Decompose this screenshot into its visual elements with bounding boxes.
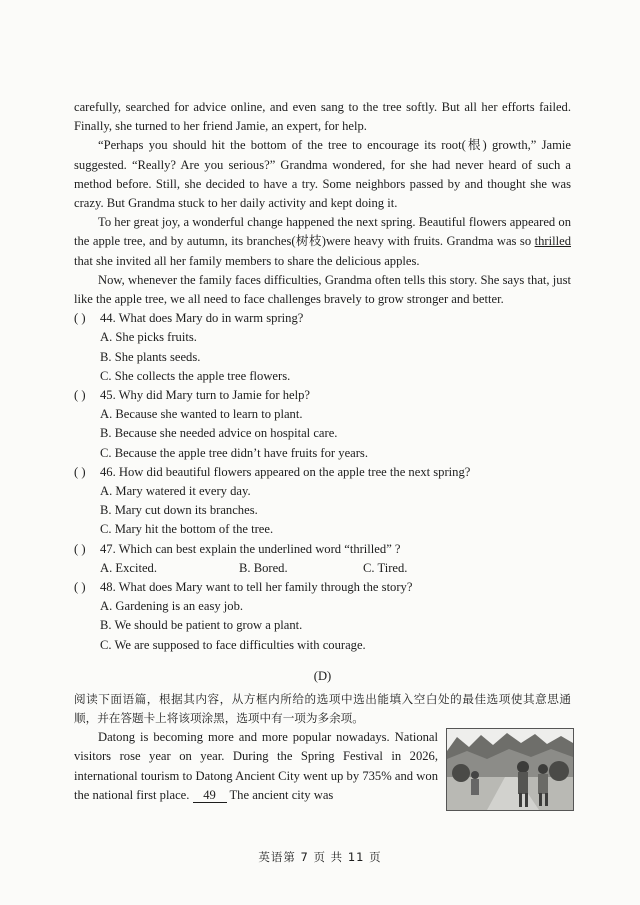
- option-a: A. Gardening is an easy job.: [100, 599, 244, 614]
- options-row: [100, 559, 571, 578]
- option-c: C. We are supposed to face difficulties with courage.: [100, 637, 366, 652]
- answer-bracket[interactable]: ( ): [74, 388, 86, 403]
- story-paragraph-2: “Perhaps you should hit the bottom of the tree to encourage its root(根) growth,” Jamie suggested. “Really? Are you serious?” Grandma wondered, for she had never heard of such a method before. Still, she decided to have a try. Some neighbors passed by and thought she was crazy. But Grandma stuck to her daily activity and kept doing it.: [74, 138, 571, 211]
- underlined-word-thrilled: thrilled: [534, 234, 571, 249]
- question-46: [74, 463, 571, 540]
- paragraph-3-start: To her great joy, a wonderful change happened the next spring. Beautiful flowers appeared on the apple tree, and by autumn, its branches(树枝)were heavy with fruits. Grandma was so: [74, 215, 571, 249]
- exam-page: [74, 98, 571, 805]
- option-a: A. Mary watered it every day.: [100, 484, 251, 499]
- paragraph-3-end: that she invited all her family members to share the delicious apples.: [74, 253, 420, 268]
- question-44: [74, 309, 571, 386]
- story-paragraph-3: [74, 213, 571, 271]
- answer-bracket[interactable]: ( ): [74, 464, 86, 479]
- question-text: 47. Which can best explain the underlined word “thrilled” ?: [100, 541, 401, 556]
- option-b: B. Bored.: [239, 560, 288, 575]
- page-footer: 英语第 7 页 共 11 页: [258, 850, 382, 864]
- option-b: B. Because she needed advice on hospital care.: [100, 426, 338, 441]
- option-a: A. Excited.: [100, 560, 158, 575]
- option-c: C. Mary hit the bottom of the tree.: [100, 522, 274, 537]
- blank-49[interactable]: 49: [193, 788, 227, 803]
- section-d-passage: [74, 728, 571, 805]
- question-45: [74, 386, 571, 463]
- option-b: B. Mary cut down its branches.: [100, 503, 258, 518]
- answer-bracket[interactable]: ( ): [74, 541, 86, 556]
- story-paragraph-1: carefully, searched for advice online, and even sang to the tree softly. But all her efforts failed. Finally, she turned to her friend Jamie, an expert, for help.: [74, 100, 571, 134]
- option-c: C. Tired.: [363, 560, 408, 575]
- option-b: B. She plants seeds.: [100, 349, 201, 364]
- datong-paragraph: [74, 728, 438, 805]
- question-text: 46. How did beautiful flowers appeared on the apple tree the next spring?: [100, 464, 471, 479]
- answer-bracket[interactable]: ( ): [74, 311, 86, 326]
- answer-bracket[interactable]: ( ): [74, 580, 86, 595]
- question-text: 48. What does Mary want to tell her family through the story?: [100, 580, 413, 595]
- section-d-instructions: 阅读下面语篇，根据其内容，从方框内所给的选项中选出能填入空白处的最佳选项使其意思通顺，并在答题卡上将该项涂黑，选项中有一项为多余项。: [74, 692, 571, 726]
- question-text: 44. What does Mary do in warm spring?: [100, 311, 304, 326]
- option-a: A. She picks fruits.: [100, 330, 197, 345]
- ancient-city-photo: [446, 728, 574, 811]
- option-b: B. We should be patient to grow a plant.: [100, 618, 303, 633]
- option-a: A. Because she wanted to learn to plant.: [100, 407, 303, 422]
- question-48: [74, 578, 571, 655]
- question-text: 45. Why did Mary turn to Jamie for help?: [100, 388, 310, 403]
- question-47: [74, 540, 571, 578]
- datong-text-continued: The ancient city was: [226, 787, 334, 802]
- datong-text: Datong is becoming more and more popular nowadays. National visitors rose year on year. During the Spring Festival in 2026, international tourism to Datong Ancient City went up by 735% and won the national first place.: [74, 730, 438, 802]
- option-c: C. She collects the apple tree flowers.: [100, 368, 291, 383]
- option-c: C. Because the apple tree didn’t have fruits for years.: [100, 445, 368, 460]
- section-d-title: (D): [313, 668, 332, 683]
- story-paragraph-4: Now, whenever the family faces difficulties, Grandma often tells this story. She says that, just like the apple tree, we all need to face challenges bravely to grow stronger and better.: [74, 272, 571, 307]
